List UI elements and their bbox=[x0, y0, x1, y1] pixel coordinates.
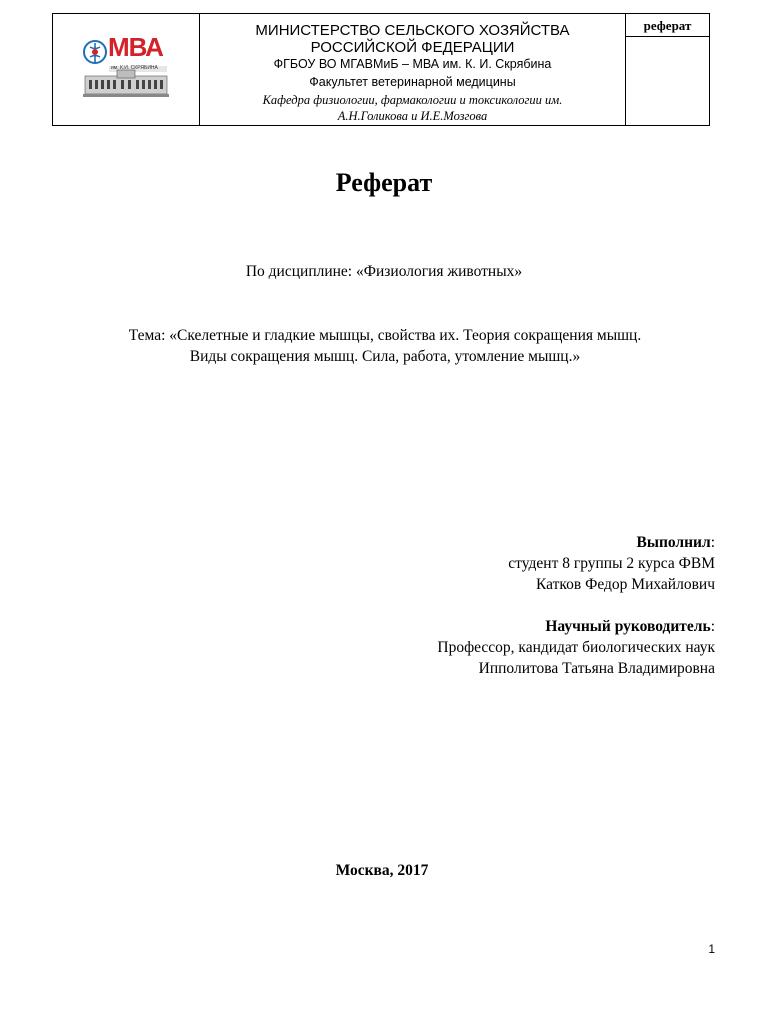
city-year: Москва, 2017 bbox=[335, 862, 429, 879]
supervisor-title: Профессор, кандидат биологических наук bbox=[437, 639, 715, 656]
performer-name: Катков Федор Михайлович bbox=[536, 576, 715, 593]
topic-line-1: Тема: «Скелетные и гладкие мышцы, свойства их. Теория сокращения мышц. bbox=[128, 327, 642, 344]
document-title: Реферат bbox=[335, 168, 433, 197]
doc-type-cell bbox=[626, 14, 709, 125]
department-line-2: А.Н.Голикова и И.Е.Мозгова bbox=[337, 109, 488, 123]
logo-text: МВА bbox=[108, 32, 163, 62]
topic bbox=[100, 325, 670, 367]
performer-colon: : bbox=[710, 534, 715, 551]
logo-caption: им. К.И. СКРЯБИНА bbox=[111, 65, 158, 71]
supervisor-colon: : bbox=[710, 618, 715, 635]
supervisor-block bbox=[437, 616, 715, 679]
doc-type-tag: реферат bbox=[626, 14, 709, 37]
supervisor-name: Ипполитова Татьяна Владимировна bbox=[478, 660, 715, 677]
header-table bbox=[52, 13, 710, 126]
supervisor-label: Научный руководитель bbox=[545, 618, 711, 635]
performer-label: Выполнил bbox=[636, 534, 711, 551]
institution-name: ФГБОУ ВО МГАВМиБ – МВА им. К. И. Скрябина bbox=[273, 57, 552, 71]
faculty-name: Факультет ветеринарной медицины bbox=[309, 75, 516, 89]
supervisor-heading bbox=[437, 616, 715, 637]
mva-logo bbox=[81, 32, 171, 106]
department-line-1: Кафедра физиологии, фармакологии и токсикологии им. bbox=[262, 93, 563, 107]
logo-cell bbox=[53, 14, 200, 125]
page-number: 1 bbox=[708, 942, 715, 956]
ministry-line-1: МИНИСТЕРСТВО СЕЛЬСКОГО ХОЗЯЙСТВА bbox=[255, 22, 570, 39]
ministry-line-2: РОССИЙСКОЙ ФЕДЕРАЦИИ bbox=[310, 39, 515, 56]
topic-line-2: Виды сокращения мышц. Сила, работа, утомление мышц.» bbox=[189, 348, 581, 365]
performer-block bbox=[508, 532, 715, 595]
discipline-line: По дисциплине: «Физиология животных» bbox=[245, 263, 523, 280]
performer-heading bbox=[508, 532, 715, 553]
performer-group: студент 8 группы 2 курса ФВМ bbox=[508, 555, 715, 572]
institution-cell bbox=[200, 14, 626, 125]
